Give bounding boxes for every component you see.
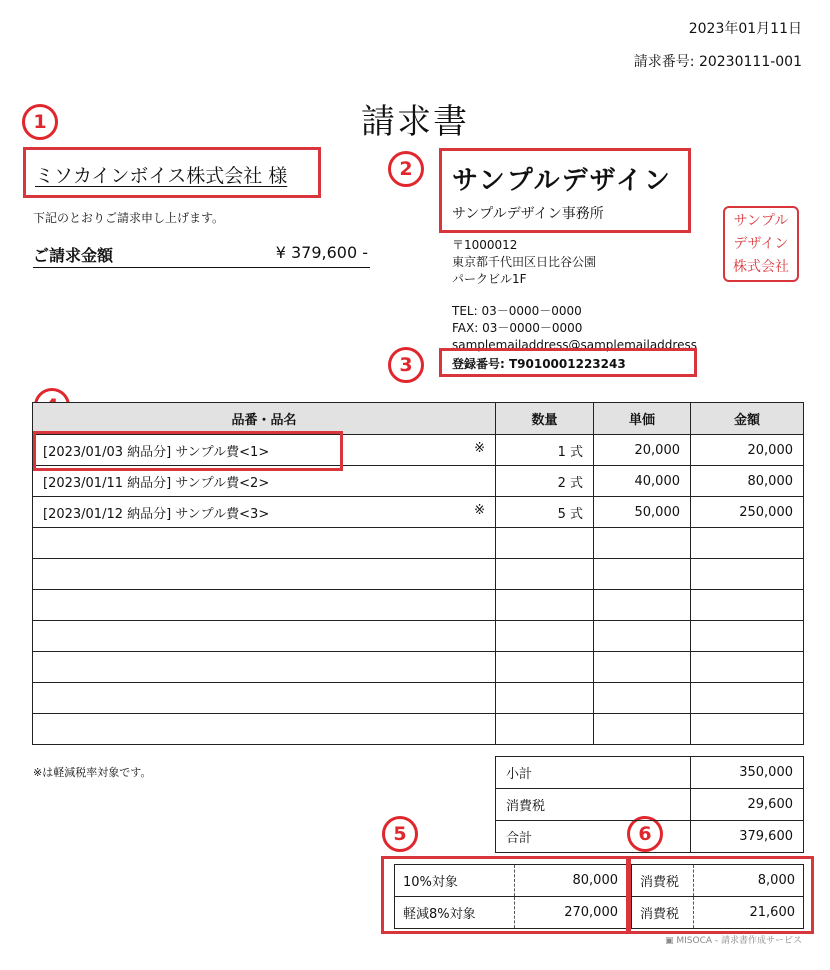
issuer-fax: FAX: 03－0000－0000 — [452, 321, 583, 335]
summary-table — [495, 756, 804, 853]
issuer-address-line2: パークビル1F — [452, 272, 527, 286]
tax-target-value: 80,000 — [515, 865, 627, 897]
item-quantity: 2 式 — [496, 466, 594, 497]
tax-value: 29,600 — [691, 789, 804, 821]
item-amount: 20,000 — [691, 435, 804, 466]
tax-amount-label: 消費税 — [632, 897, 694, 929]
seal-line: 株式会社 — [733, 259, 789, 275]
item-quantity: 1 式 — [496, 435, 594, 466]
header-unit-price: 単価 — [594, 403, 691, 435]
item-unit-price: 40,000 — [594, 466, 691, 497]
greeting-text: 下記のとおりご請求申し上げます。 — [33, 211, 225, 225]
item-name: [2023/01/12 納品分] サンプル費<3> — [43, 506, 270, 522]
item-unit-price: 50,000 — [594, 497, 691, 528]
header-amount: 金額 — [691, 403, 804, 435]
seal-line: サンプル — [733, 213, 789, 229]
issuer-postal-code: 〒1000012 — [452, 238, 518, 252]
annotation-marker-5: 5 — [382, 816, 418, 852]
header-item-name: 品番・品名 — [33, 403, 496, 435]
reduced-tax-note: ※は軽減税率対象です。 — [33, 766, 152, 779]
empty-row — [33, 683, 804, 714]
tax-label: 消費税 — [496, 789, 691, 821]
annotation-marker-6: 6 — [627, 816, 663, 852]
item-unit-price: 20,000 — [594, 435, 691, 466]
subtotal-row — [496, 757, 804, 789]
empty-row — [33, 621, 804, 652]
empty-row — [33, 652, 804, 683]
billing-amount-row — [33, 243, 370, 268]
company-seal-stamp — [723, 206, 799, 282]
issuer-office-name: サンプルデザイン事務所 — [452, 206, 604, 222]
subtotal-value: 350,000 — [691, 757, 804, 789]
issuer-address-line1: 東京都千代田区日比谷公園 — [452, 255, 597, 269]
client-name: ミソカインボイス株式会社 様 — [35, 165, 288, 187]
billing-amount-label: ご請求金額 — [33, 246, 114, 265]
items-header-row — [33, 403, 804, 435]
tax-amount-value: 21,600 — [694, 897, 804, 929]
reduced-tax-mark: ※ — [474, 440, 485, 456]
document-title: 請求書 — [361, 102, 469, 142]
item-amount: 80,000 — [691, 466, 804, 497]
subtotal-label: 小計 — [496, 757, 691, 789]
seal-line: デザイン — [733, 236, 789, 252]
tax-target-highlight — [381, 856, 631, 934]
billing-amount-value: ¥ 379,600 - — [275, 243, 368, 262]
header-quantity: 数量 — [496, 403, 594, 435]
tax-target-label: 軽減8%対象 — [395, 897, 515, 929]
tax-amount-label: 消費税 — [632, 865, 694, 897]
issuer-email: samplemailaddress@samplemailaddress — [452, 338, 697, 352]
empty-row — [33, 714, 804, 745]
tax-row — [496, 789, 804, 821]
annotation-marker-1: 1 — [22, 104, 58, 140]
total-label: 合計 — [496, 821, 691, 853]
item-amount: 250,000 — [691, 497, 804, 528]
tax-amount-value: 8,000 — [694, 865, 804, 897]
reduced-tax-mark: ※ — [474, 502, 485, 518]
item-name: [2023/01/11 納品分] サンプル費<2> — [43, 475, 270, 491]
tax-amount-highlight — [626, 856, 814, 934]
item-row-highlight — [33, 431, 343, 471]
item-name: [2023/01/03 納品分] サンプル費<1> — [43, 444, 270, 460]
invoice-date: 2023年01月11日 — [688, 21, 802, 37]
empty-row — [33, 590, 804, 621]
invoice-number: 請求番号: 20230111-001 — [633, 54, 802, 70]
total-row — [496, 821, 804, 853]
item-name-cell — [33, 497, 496, 528]
service-footer: ▣ MISOCA - 請求書作成サービス — [665, 936, 802, 946]
tax-target-value: 270,000 — [515, 897, 627, 929]
total-value: 379,600 — [691, 821, 804, 853]
table-row — [33, 497, 804, 528]
item-quantity: 5 式 — [496, 497, 594, 528]
empty-row — [33, 528, 804, 559]
annotation-marker-2: 2 — [388, 151, 424, 187]
issuer-tel: TEL: 03－0000－0000 — [452, 304, 582, 318]
empty-row — [33, 559, 804, 590]
issuer-logo: サンプルデザイン — [452, 166, 672, 196]
tax-target-label: 10%対象 — [395, 865, 515, 897]
annotation-marker-3: 3 — [388, 347, 424, 383]
registration-number: 登録番号: T9010001223243 — [452, 357, 626, 371]
